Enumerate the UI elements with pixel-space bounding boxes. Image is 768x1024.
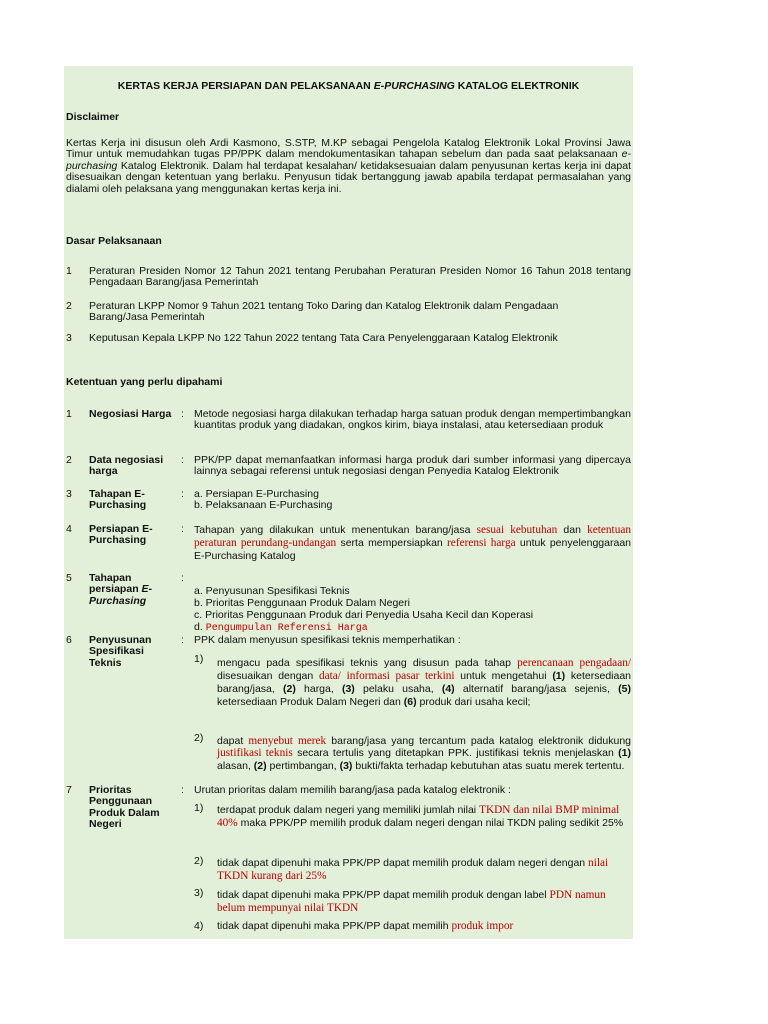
priority-num-4: 4)	[194, 920, 204, 932]
colon-7: :	[181, 784, 184, 796]
spec-num-1: 1)	[194, 653, 204, 665]
ketentuan-text-4: Tahapan yang dilakukan untuk menentukan barang/jasa sesuai kebutuhan dan ketentuan peraturan perundang-undangan serta mempersiapkan referensi harga untuk penyelenggaraan E-Purchasing Katalog	[194, 524, 632, 562]
ketentuan-5d: d. Pengumpulan Referensi Harga	[194, 621, 368, 634]
ketentuan-num-3: 3	[66, 488, 72, 500]
priority-item-2: tidak dapat dipenuhi maka PPK/PP dapat memilih produk dalam negeri dengan nilai TKDN kurang dari 25%	[217, 857, 609, 882]
dasar-num-1: 1	[66, 265, 72, 277]
colon-3: :	[181, 488, 184, 500]
spec-item-1: mengacu pada spesifikasi teknis yang disusun pada tahap perencanaan pengadaan/ disesuaikan dengan data/ informasi pasar terkini untuk mengetahui (1) ketersediaan barang/jasa, (2) harga, (3) pelaku usaha, (4) alternatif barang/jasa sejenis, (5) ketersediaan Produk Dalam Negeri dan (6) produk dari usaha kecil;	[217, 657, 632, 708]
ketentuan-3a: a. Persiapan E-Purchasing	[194, 488, 319, 500]
colon-5: :	[181, 572, 184, 584]
ketentuan-label-1: Negosiasi Harga	[89, 408, 172, 420]
disclaimer-heading: Disclaimer	[66, 111, 120, 123]
priority-item-3: tidak dapat dipenuhi maka PPK/PP dapat memilih produk dengan label PDN namun belum mempunyai nilai TKDN	[217, 889, 606, 914]
ketentuan-text-1: Metode negosiasi harga dilakukan terhadap harga satuan produk dengan mempertimbangkan kuantitas produk yang diadakan, ongkos kirim, biaya instalasi, atau ketersediaan produk	[194, 408, 631, 432]
worksheet	[64, 66, 633, 939]
ketentuan-label-4: Persiapan E-Purchasing	[89, 523, 153, 547]
ketentuan-num-1: 1	[66, 408, 72, 420]
document-title: KERTAS KERJA PERSIAPAN DAN PELAKSANAAN E-PURCHASING KATALOG ELEKTRONIK	[117, 80, 580, 92]
ketentuan-5b: b. Prioritas Penggunaan Produk Dalam Negeri	[194, 597, 410, 609]
ketentuan-label-7: Prioritas Penggunaan Produk Dalam Negeri	[89, 784, 160, 831]
dasar-item-3: Keputusan Kepala LKPP No 122 Tahun 2022 tentang Tata Cara Penyelenggaraan Katalog Elektronik	[89, 332, 558, 344]
ketentuan-text-2: PPK/PP dapat memanfaatkan informasi harga produk dari sumber informasi yang dipercaya lainnya sebagai referensi untuk negosiasi dengan Penyedia Katalog Elektronik	[194, 454, 631, 478]
ketentuan-num-2: 2	[66, 454, 72, 466]
priority-item-4: tidak dapat dipenuhi maka PPK/PP dapat memilih produk impor	[217, 920, 514, 932]
ketentuan-num-6: 6	[66, 634, 72, 646]
spec-num-2: 2)	[194, 732, 204, 744]
priority-num-1: 1)	[194, 802, 204, 814]
ketentuan-5a: a. Penyusunan Spesifikasi Teknis	[194, 585, 350, 597]
ketentuan-label-3: Tahapan E-Purchasing	[89, 488, 147, 512]
ketentuan-intro-6: PPK dalam menyusun spesifikasi teknis memperhatikan :	[194, 634, 461, 646]
dasar-num-2: 2	[66, 300, 72, 312]
dasar-item-1: Peraturan Presiden Nomor 12 Tahun 2021 tentang Perubahan Peraturan Presiden Nomor 16 Tahun 2018 tentang Pengadaan Barang/jasa Pemerintah	[89, 265, 631, 289]
disclaimer-text: Kertas Kerja ini disusun oleh Ardi Kasmono, S.STP, M.KP sebagai Pengelola Katalog Elektronik Lokal Provinsi Jawa Timur untuk memudahkan tugas PP/PPK dalam mendokumentasikan tahapan sebelum dan pada saat pelaksanaan e-purchasing Katalog Elektronik. Dalam hal terdapat kesalahan/ ketidaksesuaian dalam penyusunan kertas kerja ini dapat disesuaikan dengan ketentuan yang berlaku. Penyusun tidak bertanggung jawab apabila terdapat permasalahan yang dialami oleh pelaksana yang menggunakan kertas kerja ini.	[66, 137, 631, 195]
ketentuan-label-6: Penyusunan Spesifikasi Teknis	[89, 634, 152, 669]
ketentuan-intro-7: Urutan prioritas dalam memilih barang/jasa pada katalog elektronik :	[194, 784, 511, 796]
ketentuan-num-7: 7	[66, 784, 72, 796]
ketentuan-num-4: 4	[66, 523, 72, 535]
colon-6: :	[181, 634, 184, 646]
dasar-num-3: 3	[66, 332, 72, 344]
ketentuan-label-2: Data negosiasi harga	[89, 454, 164, 478]
spec-item-2: dapat menyebut merek barang/jasa yang tercantum pada katalog elektronik didukung justifikasi teknis secara tertulis yang ditetapkan PPK. justifikasi teknis menjelaskan (1) alasan, (2) pertimbangan, (3) bukti/fakta terhadap kebutuhan atas suatu merek tertentu.	[217, 735, 631, 772]
colon-1: :	[181, 408, 184, 420]
ketentuan-label-5: Tahapan persiapan E-Purchasing	[89, 572, 153, 607]
ketentuan-5c: c. Prioritas Penggunaan Produk dari Penyedia Usaha Kecil dan Koperasi	[194, 609, 534, 621]
priority-num-2: 2)	[194, 855, 204, 867]
ketentuan-3b: b. Pelaksanaan E-Purchasing	[194, 499, 333, 511]
colon-4: :	[181, 523, 184, 535]
ketentuan-num-5: 5	[66, 572, 72, 584]
priority-num-3: 3)	[194, 887, 204, 899]
colon-2: :	[181, 454, 184, 466]
dasar-item-2: Peraturan LKPP Nomor 9 Tahun 2021 tentang Toko Daring dan Katalog Elektronik dalam Pengadaan Barang/Jasa Pemerintah	[89, 300, 559, 324]
dasar-heading: Dasar Pelaksanaan	[66, 235, 162, 247]
priority-item-1: terdapat produk dalam negeri yang memiliki jumlah nilai TKDN dan nilai BMP minimal 40% maka PPK/PP memilih produk dalam negeri dengan nilai TKDN paling sedikit 25%	[217, 804, 624, 829]
ketentuan-heading: Ketentuan yang perlu dipahami	[66, 376, 223, 388]
